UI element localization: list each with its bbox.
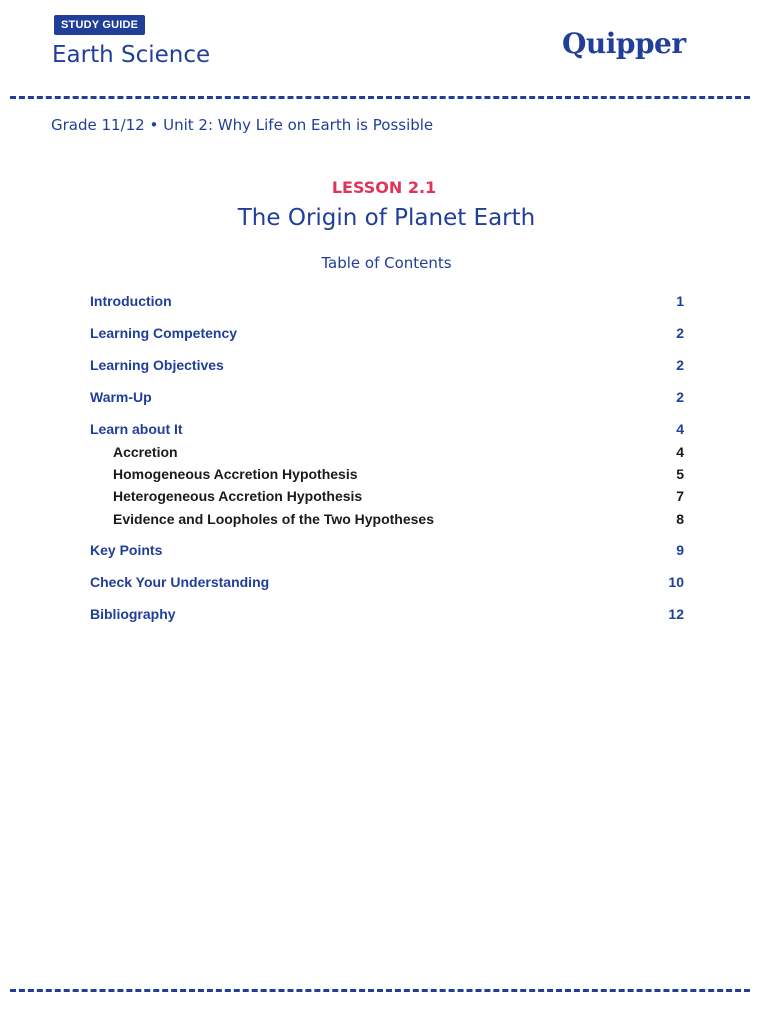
toc-subentry-homogeneous-accretion[interactable] <box>90 464 684 484</box>
toc-entry-learning-competency[interactable] <box>90 323 684 343</box>
toc-entry-label: Homogeneous Accretion Hypothesis <box>113 466 358 482</box>
toc-entry-introduction[interactable] <box>90 291 684 311</box>
toc-entry-learning-objectives[interactable] <box>90 355 684 375</box>
toc-subentry-accretion[interactable] <box>90 442 684 462</box>
bottom-dashed-divider <box>10 989 750 992</box>
study-guide-badge: STUDY GUIDE <box>54 15 145 35</box>
toc-subentry-heterogeneous-accretion[interactable] <box>90 486 684 506</box>
toc-entry-check-your-understanding[interactable] <box>90 572 684 592</box>
toc-entry-page: 9 <box>676 542 684 558</box>
toc-entry-label: Introduction <box>90 293 172 309</box>
toc-entry-page: 2 <box>676 389 684 405</box>
toc-entry-page: 2 <box>676 325 684 341</box>
toc-entry-page: 4 <box>676 421 684 437</box>
toc-entry-key-points[interactable] <box>90 540 684 560</box>
toc-entry-page: 5 <box>676 466 684 482</box>
toc-entry-label: Learning Competency <box>90 325 238 341</box>
top-dashed-divider <box>10 96 750 99</box>
toc-entry-label: Check Your Understanding <box>90 574 270 590</box>
toc-entry-page: 4 <box>676 444 684 460</box>
quipper-logo: Quipper <box>562 27 686 60</box>
lesson-title: The Origin of Planet Earth <box>237 205 536 231</box>
breadcrumb: Grade 11/12 • Unit 2: Why Life on Earth is Possible <box>51 116 434 134</box>
toc-entry-label: Learn about It <box>90 421 183 437</box>
toc-entry-label: Heterogeneous Accretion Hypothesis <box>113 488 363 504</box>
toc-entry-label: Key Points <box>90 542 163 558</box>
toc-entry-page: 8 <box>676 511 684 527</box>
toc-entry-page: 10 <box>668 574 684 590</box>
lesson-label: LESSON 2.1 <box>331 178 437 197</box>
toc-subentry-evidence-loopholes[interactable] <box>90 509 684 529</box>
toc-entry-label: Evidence and Loopholes of the Two Hypotheses <box>113 511 435 527</box>
toc-entry-label: Bibliography <box>90 606 176 622</box>
toc-entry-page: 7 <box>676 488 684 504</box>
toc-entry-label: Warm-Up <box>90 389 152 405</box>
toc-entry-label: Learning Objectives <box>90 357 224 373</box>
toc-entry-page: 12 <box>668 606 684 622</box>
toc-entry-learn-about-it[interactable] <box>90 419 684 439</box>
toc-heading: Table of Contents <box>321 254 452 272</box>
toc-entry-page: 1 <box>676 293 684 309</box>
toc-entry-bibliography[interactable] <box>90 604 684 624</box>
subject-title: Earth Science <box>52 42 211 68</box>
toc-entry-label: Accretion <box>113 444 178 460</box>
toc-entry-warm-up[interactable] <box>90 387 684 407</box>
toc-entry-page: 2 <box>676 357 684 373</box>
